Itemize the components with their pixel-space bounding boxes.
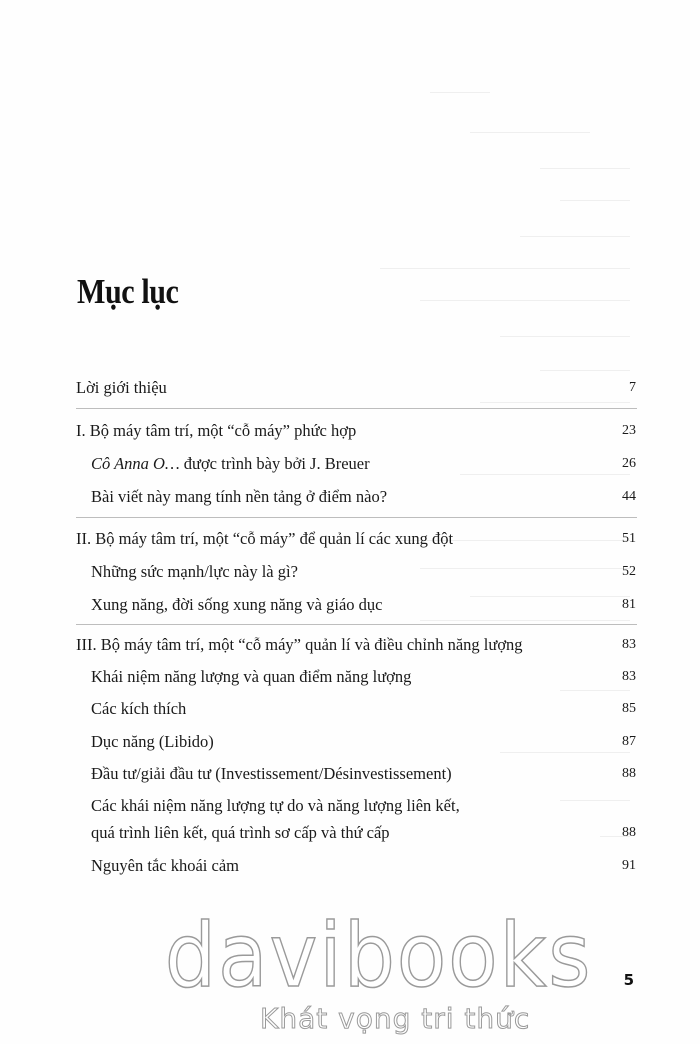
toc-entry-label-rest: được trình bày bởi J. Breuer: [179, 454, 370, 473]
section-divider: [76, 517, 637, 518]
section-divider: [76, 624, 637, 625]
toc-page-number: 44: [622, 489, 636, 504]
toc-entry-label: quá trình liên kết, quá trình sơ cấp và thứ cấp: [91, 823, 390, 842]
publisher-watermark: [148, 904, 593, 1035]
toc-page-number: 83: [622, 637, 636, 652]
toc-entry-label: I. Bộ máy tâm trí, một “cỗ máy” phức hợp: [76, 421, 357, 440]
toc-page-number: 51: [622, 531, 636, 546]
toc-entry-label: Các kích thích: [91, 699, 187, 718]
toc-entry-label: Khái niệm năng lượng và quan điểm năng lượng: [91, 667, 412, 686]
toc-entry-label: [91, 454, 370, 474]
toc-page-number: 88: [622, 766, 636, 781]
page-number: 5: [623, 971, 634, 989]
toc-page-number: 23: [622, 423, 636, 438]
toc-page-number: 83: [622, 669, 636, 684]
toc-entry-label-italic: Cô Anna O…: [91, 454, 180, 473]
toc-entry-label: Các khái niệm năng lượng tự do và năng lượng liên kết,: [91, 796, 460, 815]
toc-page-number: 87: [622, 734, 636, 749]
toc-entry-label: Lời giới thiệu: [76, 378, 167, 397]
watermark-brand: davibooks: [164, 904, 593, 1007]
toc-entry-label: Bài viết này mang tính nền tảng ở điểm nào?: [91, 487, 388, 506]
toc-page-number: 7: [629, 380, 636, 395]
toc-page-number: 26: [622, 456, 636, 471]
watermark-tagline: Khát vọng tri thức: [260, 1002, 531, 1035]
toc-entry-label: Xung năng, đời sống xung năng và giáo dục: [91, 595, 383, 614]
toc-entry-label: Những sức mạnh/lực này là gì?: [91, 562, 298, 581]
section-divider: [76, 408, 637, 409]
toc-page-number: 81: [622, 597, 636, 612]
toc-entry-label: Nguyên tắc khoái cảm: [91, 856, 239, 875]
toc-entry-label: Dục năng (Libido): [91, 732, 214, 751]
toc-page-number: 88: [622, 825, 636, 840]
toc-entry-label: Đầu tư/giải đầu tư (Investissement/Désinvestissement): [91, 764, 452, 783]
page-title: Mục lục: [77, 272, 179, 311]
toc-entry-label: III. Bộ máy tâm trí, một “cỗ máy” quản lí và điều chỉnh năng lượng: [76, 635, 523, 654]
toc-page-number: 52: [622, 564, 636, 579]
toc-entry-label: II. Bộ máy tâm trí, một “cỗ máy” để quản lí các xung đột: [76, 529, 454, 548]
toc-page-number: 91: [622, 858, 636, 873]
toc-page-number: 85: [622, 701, 636, 716]
